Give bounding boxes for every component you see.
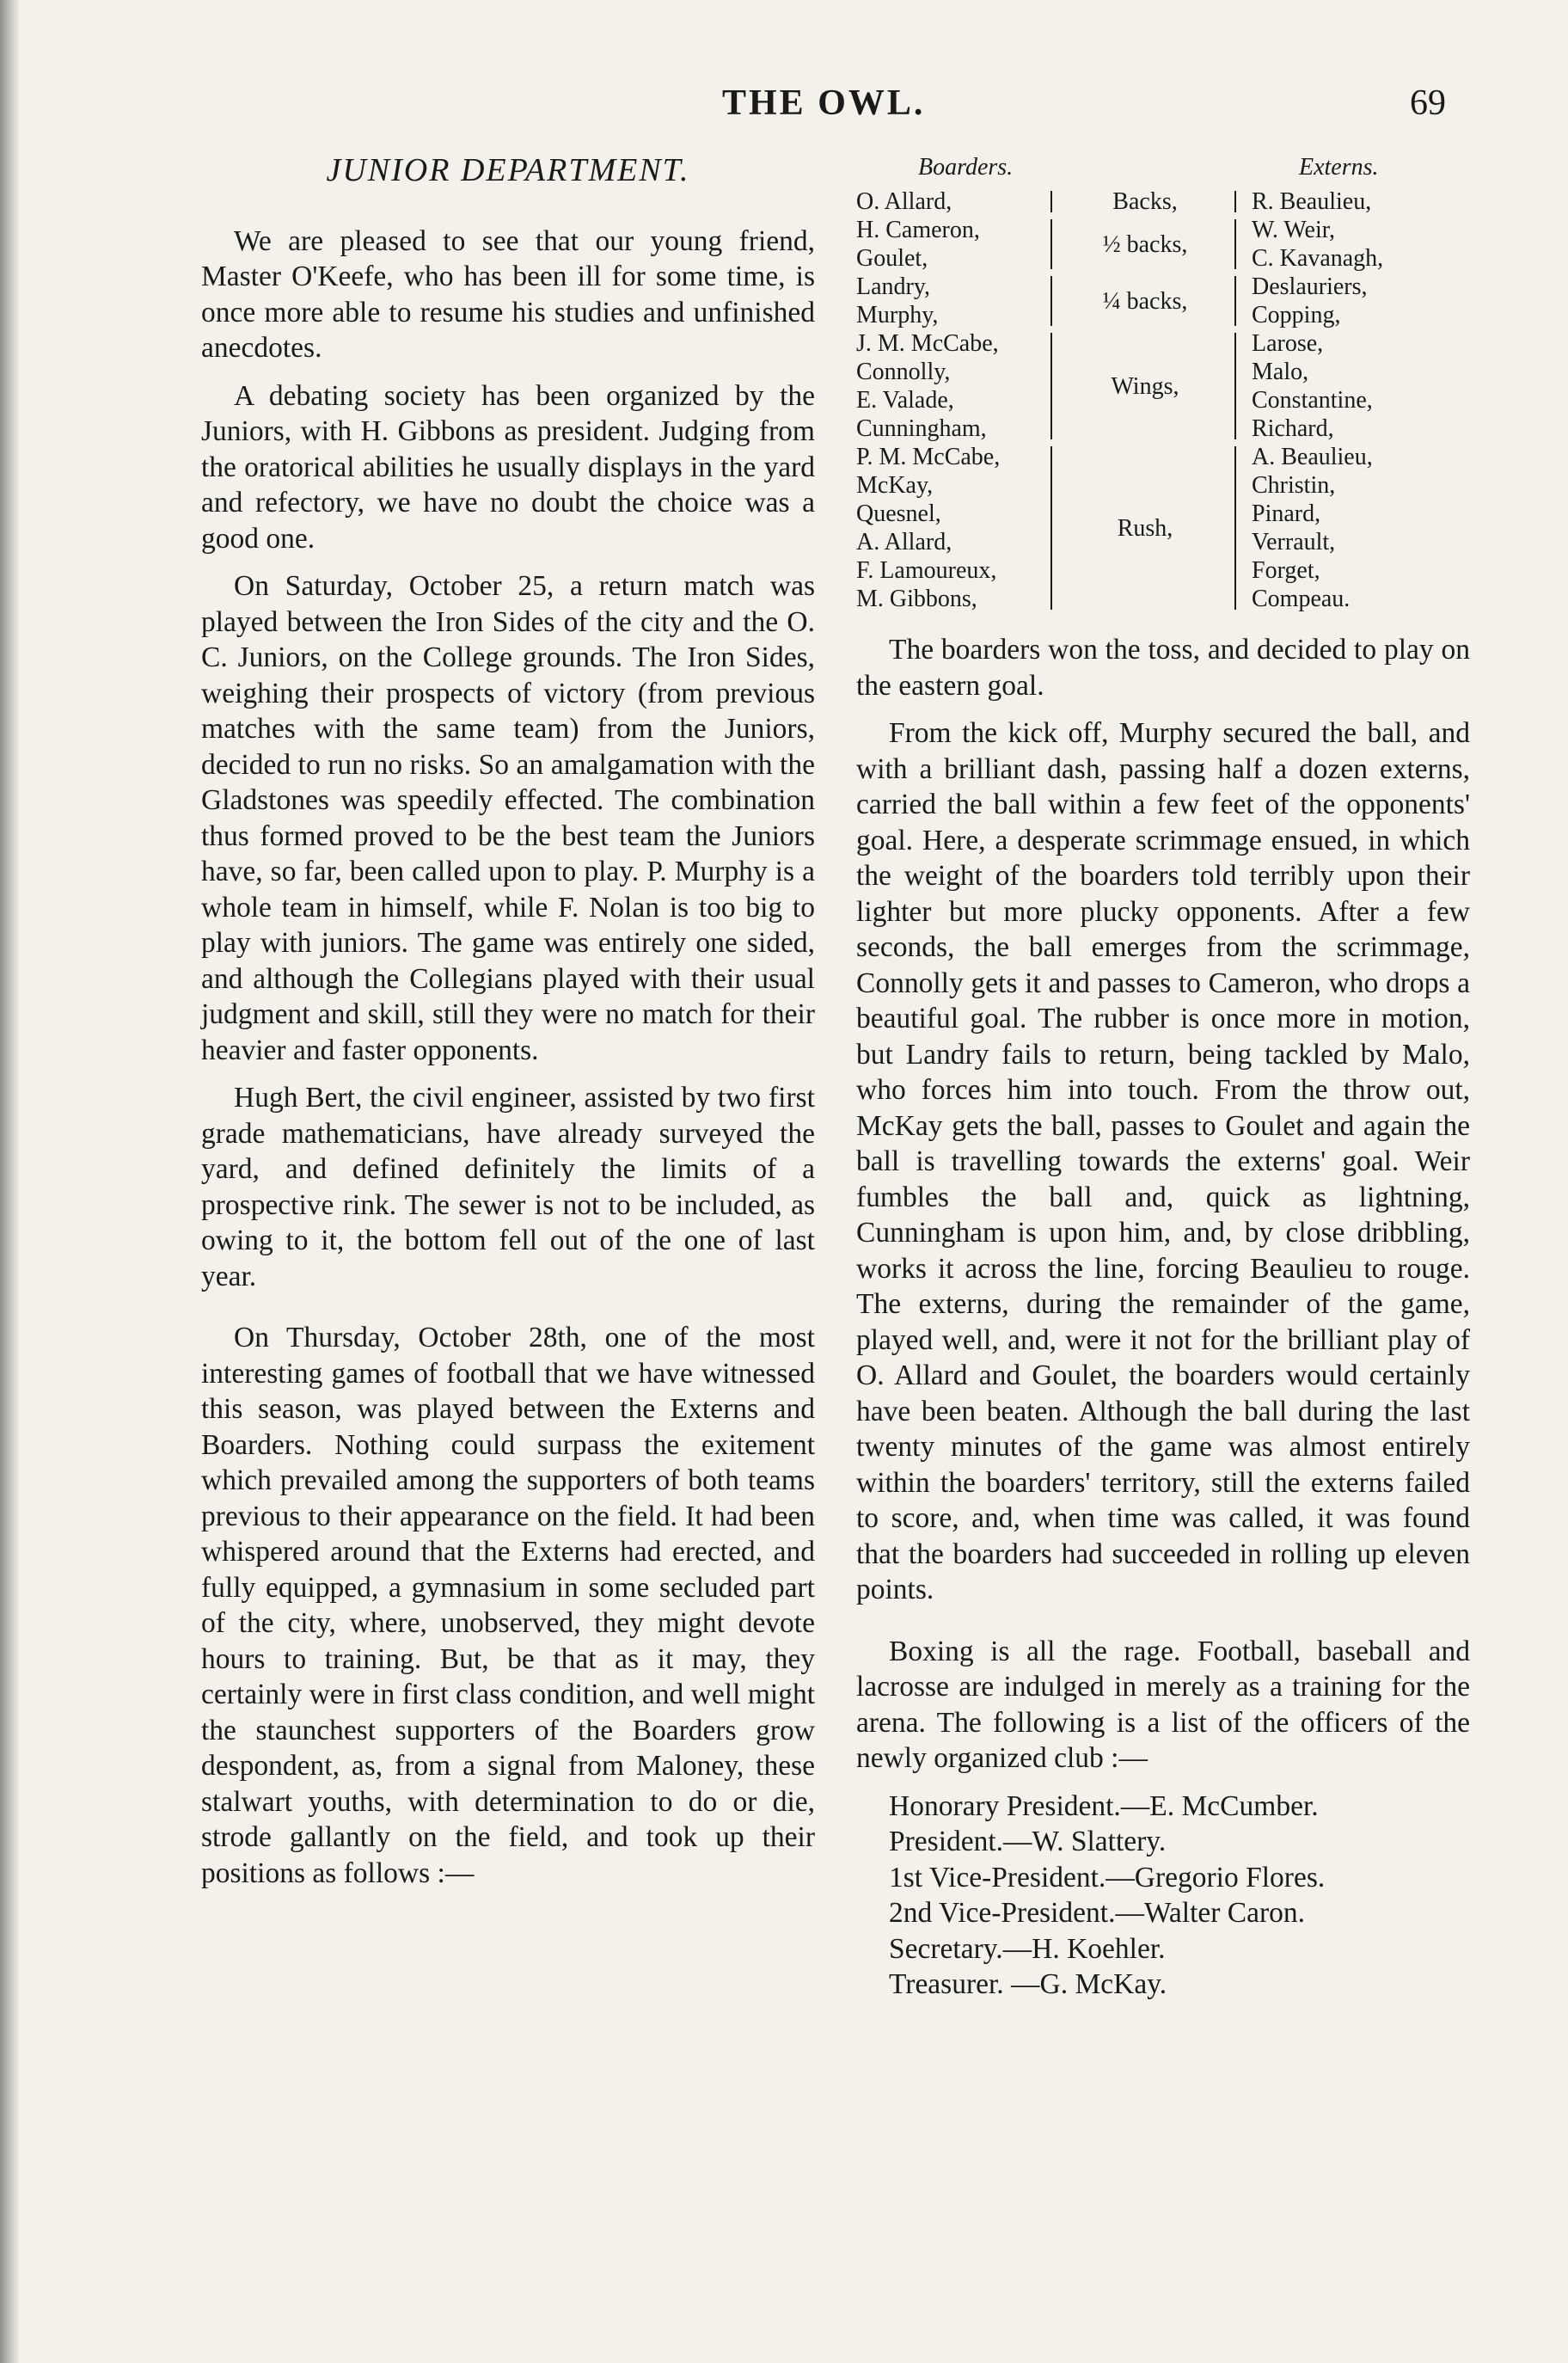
lineup-group	[856, 443, 1470, 613]
player-name: F. Lamoureux,	[856, 557, 997, 584]
boarders-players	[856, 273, 1045, 329]
officer-entry: Honorary President.—E. McCumber.	[889, 1789, 1319, 1822]
player-name: Pinard,	[1252, 500, 1321, 527]
lineup-group	[856, 329, 1470, 443]
player-name: J. M. McCabe,	[856, 330, 999, 357]
boarders-players	[856, 329, 1045, 443]
externs-players	[1245, 329, 1470, 443]
player-name: Christin,	[1252, 472, 1336, 499]
player-name: Malo,	[1252, 359, 1309, 385]
externs-players	[1245, 443, 1470, 613]
player-name: R. Beaulieu,	[1252, 188, 1372, 215]
position-label: ¼ backs,	[1102, 287, 1188, 315]
position-label: ½ backs,	[1102, 230, 1188, 258]
lineup-group	[856, 187, 1470, 216]
paragraph: We are pleased to see that our young friend, Master O'Keefe, who has been ill for some time, is once more able to resume his studies and unfinished anecdotes.	[201, 224, 815, 364]
brace-mark	[1229, 216, 1245, 273]
externs-players	[1245, 187, 1470, 216]
player-name: Landry,	[856, 273, 931, 300]
lineup-groups	[856, 187, 1470, 613]
player-name: H. Cameron,	[856, 217, 980, 243]
brace-mark	[1045, 329, 1061, 443]
lineup-group	[856, 216, 1470, 273]
brace-mark	[1229, 273, 1245, 329]
externs-players	[1245, 273, 1470, 329]
officer-entry: 1st Vice-President.—Gregorio Flores.	[889, 1861, 1326, 1893]
player-name: Murphy,	[856, 302, 939, 328]
boarders-players	[856, 216, 1045, 273]
officer-entry: President.—W. Slattery.	[889, 1826, 1167, 1857]
position-label: Backs,	[1112, 188, 1178, 215]
player-name: Richard,	[1252, 415, 1334, 442]
page-number: 69	[1410, 83, 1446, 123]
player-name: Copping,	[1252, 302, 1341, 328]
brace-mark	[1229, 187, 1245, 216]
paragraph: On Saturday, October 25, a return match was played between the Iron Sides of the city and the O. C. Juniors, on the College grounds. The Iron Sides, weighing their prospects of victory (from previous matches with the same team) from the Juniors, decided to run no risks. So an amalgamation with the Gladstones was speedily effected. The combination thus formed proved to be the best team the Juniors have, so far, been called upon to play. P. Murphy is a whole team in himself, while F. Nolan is too big to play with juniors. The game was entirely one sided, and although the Collegians played with their usual judgment and skill, still they were no match for their heavier and faster opponents.	[201, 570, 815, 1066]
boarders-players	[856, 443, 1045, 613]
paragraph: From the kick off, Murphy secured the ball, and with a brilliant dash, passing half a dozen externs, carried the ball within a few feet of the opponents' goal. Here, a desperate scrimmage ensued, in which the weight of the boarders told terribly upon their lighter but more plucky opponents. After a few seconds, the ball emerges from the scrimmage, Connolly gets it and passes to Cameron, who drops a beautiful goal. The rubber is once more in motion, but Landry fails to return, being tackled by Malo, who forces him into touch. From the throw out, McKay gets the ball, passes to Goulet and again the ball is travelling towards the externs' goal. Weir fumbles the ball and, quick as lightning, Cunningham is upon him, and, by close dribbling, works it across the line, forcing Beaulieu to rouge. The externs, during the remainder of the game, played well, and, were it not for the brilliant play of O. Allard and Goulet, the boarders would certainly have been beaten. Although the ball during the last twenty minutes of the game was almost entirely within the boarders' territory, still the externs failed to score, and, when time was called, it was found that the boarders had succeeded in rolling up eleven points.	[856, 717, 1470, 1605]
paragraph: Hugh Bert, the civil engineer, assisted by two first grade mathematicians, have already surveyed the yard, and defined definitely the limits of a prospective rink. The sewer is not to be included, as owing to it, the bottom fell out of the one of last year.	[201, 1082, 815, 1292]
officer-entry: 2nd Vice-President.—Walter Caron.	[889, 1897, 1306, 1929]
section-title: JUNIOR DEPARTMENT.	[326, 152, 690, 188]
brace-mark	[1045, 273, 1061, 329]
right-column	[856, 153, 1470, 2003]
brace-mark	[1229, 443, 1245, 613]
player-name: Constantine,	[1252, 387, 1373, 414]
player-name: Larose,	[1252, 330, 1324, 357]
externs-heading: Externs.	[1299, 154, 1379, 181]
player-name: A. Allard,	[856, 529, 952, 555]
player-name: E. Valade,	[856, 387, 954, 414]
player-name: Verrault,	[1252, 529, 1336, 555]
brace-mark	[1045, 216, 1061, 273]
team-lineup	[856, 153, 1470, 613]
lineup-headings	[856, 153, 1470, 187]
position-label: Wings,	[1111, 372, 1179, 400]
left-column	[201, 153, 815, 1903]
brace-mark	[1045, 187, 1061, 216]
officers-list	[856, 1789, 1470, 2003]
paragraph: Boxing is all the rage. Football, baseball and lacrosse are indulged in merely as a training for the arena. The following is a list of the officers of the newly organized club :—	[856, 1635, 1470, 1774]
player-name: M. Gibbons,	[856, 586, 977, 612]
externs-players	[1245, 216, 1470, 273]
player-name: Deslauriers,	[1252, 273, 1368, 300]
officer-entry: Secretary.—H. Koehler.	[889, 1932, 1166, 1965]
brace-mark	[1045, 443, 1061, 613]
boarders-players	[856, 187, 1045, 216]
player-name: Connolly,	[856, 359, 951, 385]
paragraph: A debating society has been organized by the Juniors, with H. Gibbons as president. Judging from the oratorical abilities he usually displays in the yard and refectory, we have no doubt the choice was a good one.	[201, 379, 815, 555]
lineup-group	[856, 273, 1470, 329]
player-name: A. Beaulieu,	[1252, 444, 1373, 470]
player-name: P. M. McCabe,	[856, 444, 1001, 470]
running-title: THE OWL.	[722, 83, 926, 123]
player-name: Cunningham,	[856, 415, 987, 442]
player-name: Goulet,	[856, 245, 928, 272]
player-name: O. Allard,	[856, 188, 952, 215]
player-name: Quesnel,	[856, 500, 941, 527]
officer-entry: Treasurer. —G. McKay.	[889, 1968, 1167, 2000]
player-name: C. Kavanagh,	[1252, 245, 1384, 272]
page-binding-edge	[0, 0, 19, 2363]
paragraph: On Thursday, October 28th, one of the most interesting games of football that we have witnessed this season, was played between the Externs and Boarders. Nothing could surpass the exitement which prevailed among the supporters of both teams previous to their appearance on the field. It had been whispered around that the Externs had erected, and fully equipped, a gymnasium in some secluded part of the city, where, unobserved, they might devote hours to training. But, be that as it may, they certainly were in first class condition, and well might the staunchest supporters of the Boarders grow despondent, as, from a signal from Maloney, these stalwart youths, with determination to do or die, strode gallantly on the field, and took up their positions as follows :—	[201, 1322, 815, 1889]
position-label: Rush,	[1117, 514, 1173, 542]
brace-mark	[1229, 329, 1245, 443]
player-name: Compeau.	[1252, 586, 1351, 612]
paragraph: The boarders won the toss, and decided to play on the eastern goal.	[856, 634, 1470, 702]
boarders-heading: Boarders.	[918, 154, 1014, 181]
page-header	[0, 83, 1568, 134]
player-name: Forget,	[1252, 557, 1320, 584]
player-name: W. Weir,	[1252, 217, 1335, 243]
player-name: McKay,	[856, 472, 934, 499]
